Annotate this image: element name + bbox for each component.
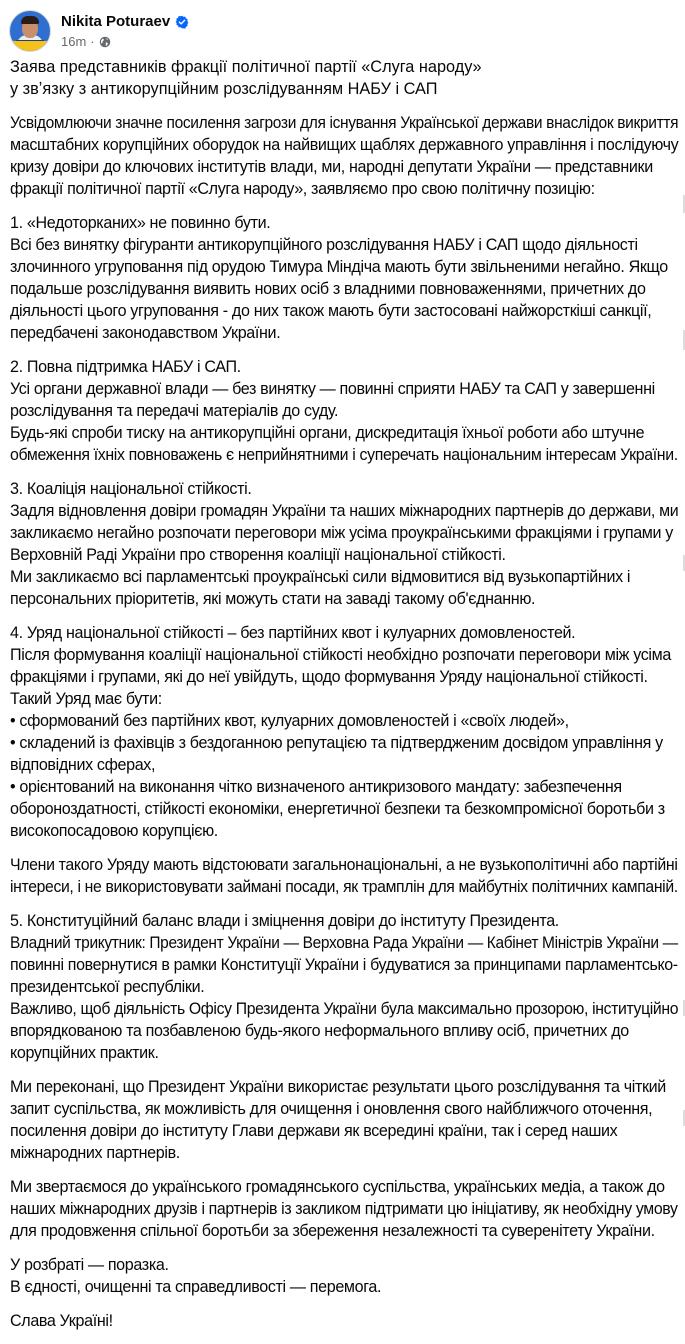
paragraph-line: Будь-які спроби тиску на антикорупційні органи, дискредитація їхньої роботи або штучне <box>10 424 645 442</box>
paragraph-line: повинні повернутися в рамки Конституції України і будуватися за принципами парламентсько- <box>10 956 678 974</box>
paragraph-line: передбачені законодавством України. <box>10 324 281 342</box>
avatar-ring <box>10 41 50 51</box>
paragraph-line: • складений із фахівців з бездоганною репутацією та підтвердженим досвідом управління у <box>10 734 663 752</box>
post-paragraph <box>10 1176 682 1242</box>
post-time[interactable]: 16m <box>61 34 87 49</box>
paragraph-line: Усі органи державної влади — без винятку — повинні сприяти НАБУ та САП у завершенні <box>10 380 655 398</box>
globe-icon[interactable] <box>99 36 111 48</box>
post-title <box>10 56 682 100</box>
paragraph-line: злочинного угруповання під орудою Тимура Міндіча мають бути звільненими негайно. Якщо <box>10 258 668 276</box>
paragraph-line: 4. Уряд національної стійкості – без партійних квот і кулуарних домовленостей. <box>10 624 576 642</box>
paragraph-line: високопосадовою корупцією. <box>10 822 218 840</box>
post-paragraph <box>10 112 682 200</box>
post-paragraph <box>10 212 682 344</box>
paragraph-line: Владний трикутник: Президент України — Верховна Рада України — Кабінет Міністрів України — <box>10 934 678 952</box>
paragraph-line: • орієнтований на виконання чітко визначеного антикризового мандату: забезпечення <box>10 778 622 796</box>
paragraph-line: розслідування та передачі матеріалів до суду. <box>10 402 339 420</box>
paragraph-line: В єдності, очищенні та справедливості — перемога. <box>10 1278 382 1296</box>
paragraph-line: для продовження спільної боротьби за збереження незалежності та суверенітету України. <box>10 1222 655 1240</box>
paragraph-line: запит суспільства, як можливість для очищення і оновлення свого найближчого оточення, <box>10 1100 653 1118</box>
paragraph-line: Важливо, щоб діяльність Офісу Президента України була максимально прозорою, інституційно <box>10 1000 679 1018</box>
paragraph-line: фракції політичної партії «Слуга народу», заявляємо про свою політичну позицію: <box>10 180 595 198</box>
paragraph-line: міжнародних партнерів. <box>10 1144 180 1162</box>
title-line: у звʼязку з антикорупційним розслідуванням НАБУ і САП <box>10 80 438 98</box>
paragraph-line: кризу довіри до ключових інститутів влади, ми, народні депутати України — представники <box>10 158 653 176</box>
paragraph-line: У розбраті — поразка. <box>10 1256 169 1274</box>
verified-badge-icon <box>175 15 189 29</box>
paragraph-line: Ми закликаємо всі парламентські проукраїнські сили відмовитися від вузькопартійних і <box>10 568 631 586</box>
paragraph-line: 1. «Недоторканих» не повинно бути. <box>10 214 271 232</box>
paragraph-line: корупційних практик. <box>10 1044 159 1062</box>
paragraph-line: обороноздатності, стійкості економіки, енергетичної безпеки та безкомпромісної боротьби з <box>10 800 665 818</box>
avatar-hair <box>21 16 39 24</box>
paragraph-line: наших міжнародних друзів і партнерів із закликом підтримати цю ініціативу, як необхідну умову <box>10 1200 678 1218</box>
paragraph-line: відповідних сферах, <box>10 756 156 774</box>
paragraph-line: Після формування коаліції національної стійкості необхідно розпочати переговори між усіма <box>10 646 671 664</box>
paragraph-line: Ми переконані, що Президент України використає результати цього розслідування та чіткий <box>10 1078 666 1096</box>
paragraph-line: фракціями і групами, які до неї увійдуть, щодо формування Уряду національної стійкості. <box>10 668 648 686</box>
post-paragraph <box>10 356 682 466</box>
paragraph-line: Ми звертаємося до українського громадянського суспільства, українських медіа, а також до <box>10 1178 665 1196</box>
author-avatar[interactable] <box>9 10 51 52</box>
post-content <box>10 56 682 1344</box>
post-time-row <box>61 33 189 51</box>
paragraph-line: Слава Україні! <box>10 1312 113 1330</box>
paragraph-line: Усвідомлюючи значне посилення загрози для існування Української держави внаслідок викриття <box>10 114 679 132</box>
paragraph-line: Такий Уряд має бути: <box>10 690 162 708</box>
post-paragraph <box>10 622 682 842</box>
post-paragraph <box>10 1310 682 1332</box>
post-paragraph <box>10 478 682 610</box>
post-paragraph <box>10 1254 682 1298</box>
post-paragraph <box>10 1076 682 1164</box>
author-row <box>61 12 189 32</box>
paragraph-line: 5. Конституційний баланс влади і зміцнення довіри до інституту Президента. <box>10 912 559 930</box>
paragraph-line: Задля відновлення довіри громадян України та наших міжнародних партнерів до держави, ми <box>10 502 679 520</box>
title-line: Заява представників фракції політичної партії «Слуга народу» <box>10 58 482 76</box>
paragraph-line: закликаємо негайно розпочати переговори між усіма проукраїнськими фракціями і групами у <box>10 524 673 542</box>
author-name[interactable]: Nikita Poturaev <box>61 13 171 30</box>
paragraph-line: Верховній Раді України про створення коаліції національної стійкості. <box>10 546 506 564</box>
paragraph-line: президентської республіки. <box>10 978 205 996</box>
post-body <box>10 112 682 1332</box>
post-paragraph <box>10 910 682 1064</box>
paragraph-line: • сформований без партійних квот, кулуарних домовленостей і «своїх людей», <box>10 712 569 730</box>
paragraph-line: Члени такого Уряду мають відстоювати загальнонаціональні, а не вузькополітичні або партійні <box>10 856 678 874</box>
post-header <box>9 9 189 53</box>
paragraph-line: інтереси, і не використовувати займані посади, як трамплін для майбутніх політичних кампаній. <box>10 878 678 896</box>
paragraph-line: 3. Коаліція національної стійкості. <box>10 480 252 498</box>
paragraph-line: впорядкованою та позбавленою будь-якого неформального впливу осіб, причетних до <box>10 1022 629 1040</box>
paragraph-line: обмеження їхніх повноважень є неприйнятними і суперечать національним інтересам України. <box>10 446 678 464</box>
paragraph-line: масштабних корупційних оборудок на найвищих щаблях державного управління і послідуючу <box>10 136 679 154</box>
paragraph-line: посилення довіри до інституту Глави держави як всередині країни, так і серед наших <box>10 1122 618 1140</box>
paragraph-line: персональних пріоритетів, які можуть стати на заваді такому об'єднанню. <box>10 590 536 608</box>
separator-dot: · <box>90 34 95 49</box>
paragraph-line: подальше розслідування виявить нових осіб з владними повноваженнями, причетних до <box>10 280 646 298</box>
paragraph-line: 2. Повна підтримка НАБУ і САП. <box>10 358 241 376</box>
paragraph-line: діяльності цього угруповання - до них також мають бути застосовані найжорсткіші санкції, <box>10 302 652 320</box>
post-meta <box>61 12 189 51</box>
post-paragraph <box>10 854 682 898</box>
paragraph-line: Всі без винятку фігуранти антикорупційного розслідування НАБУ і САП щодо діяльності <box>10 236 638 254</box>
